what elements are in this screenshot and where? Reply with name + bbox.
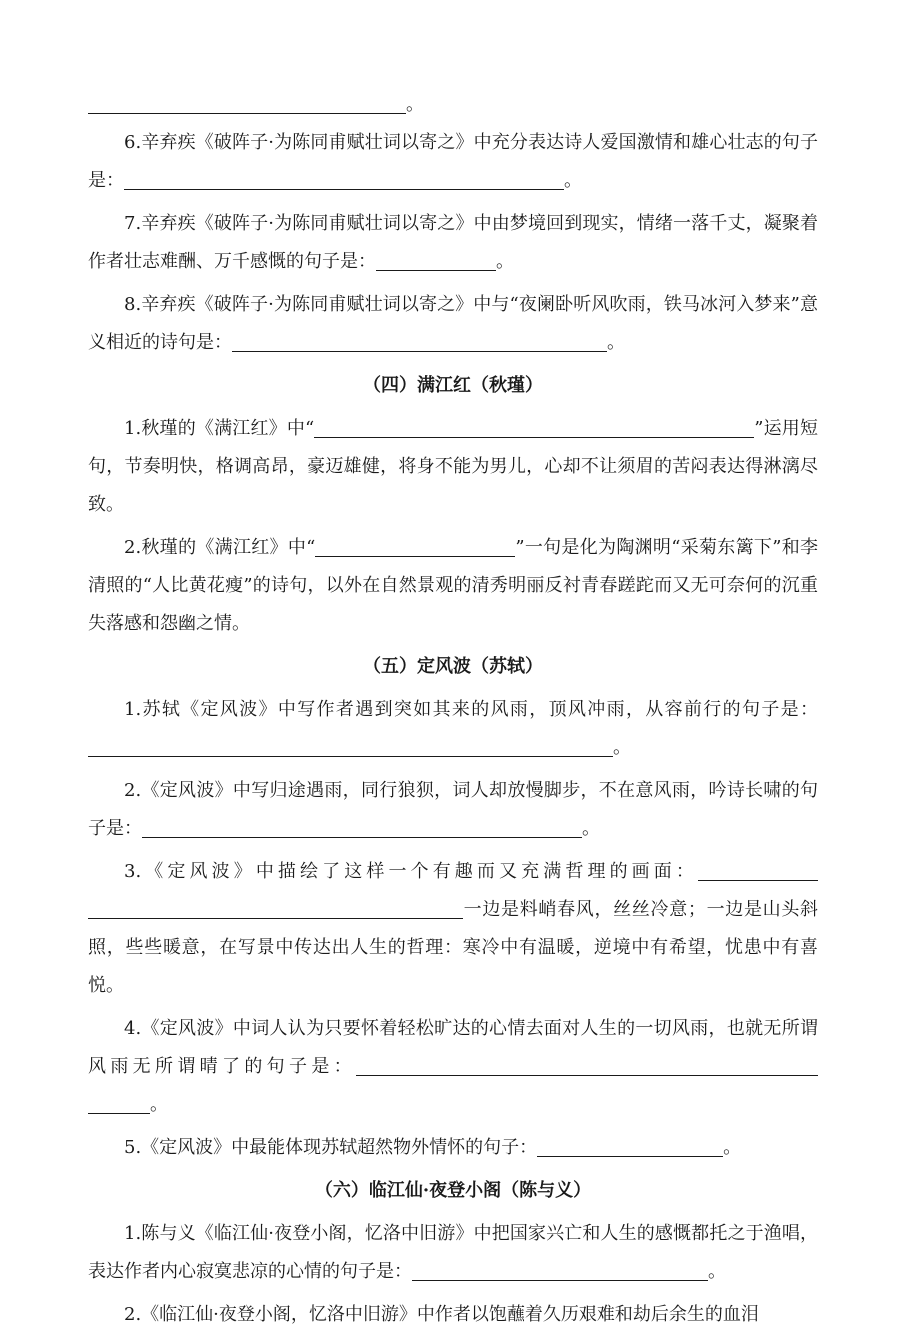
- line-end: 。: [607, 332, 625, 353]
- answer-blank[interactable]: [88, 755, 613, 757]
- question-text-before: 2.秋瑾的《满江红》中“: [124, 537, 316, 558]
- answer-blank-continued[interactable]: [88, 917, 463, 919]
- line-end: 。: [708, 1261, 726, 1282]
- answer-blank[interactable]: [314, 436, 754, 438]
- top-answer-line: [88, 86, 818, 124]
- question-s5-3: [88, 853, 818, 1005]
- question-s4-1: [88, 410, 818, 524]
- line-end: 。: [496, 251, 514, 272]
- answer-blank[interactable]: [124, 188, 564, 190]
- answer-blank[interactable]: [376, 269, 496, 271]
- question-s4-2: [88, 529, 818, 643]
- line-end: 。: [582, 818, 600, 839]
- answer-blank[interactable]: [356, 1074, 818, 1076]
- question-s3-8: [88, 286, 818, 362]
- question-text: 1.苏轼《定风波》中写作者遇到突如其来的风雨，顶风冲雨，从容前行的句子是：: [124, 699, 818, 720]
- answer-blank[interactable]: [412, 1279, 708, 1281]
- question-text-after: 一边是料峭春风，丝丝冷意；一边是山头斜照，些些暖意，在写景中传达出人生的哲理：寒冷中有温暖，逆境中有希望，忧患中有喜悦。: [88, 899, 818, 996]
- line-end: 。: [564, 170, 582, 191]
- answer-blank[interactable]: [142, 836, 582, 838]
- line-end: 。: [723, 1137, 742, 1158]
- question-s3-6: [88, 124, 818, 200]
- question-text: 4.《定风波》中词人认为只要怀着轻松旷达的心情去面对人生的一切风雨，也就无所谓风雨无所谓晴了的句子是：: [88, 1018, 818, 1077]
- question-text: 6.辛弃疾《破阵子·为陈同甫赋壮词以寄之》中充分表达诗人爱国激情和雄心壮志的句子是：: [88, 132, 818, 191]
- question-text: 2.《临江仙·夜登小阁，忆洛中旧游》中作者以饱蘸着久历艰难和劫后余生的血泪: [124, 1304, 759, 1325]
- section-6-title: （六）临江仙·夜登小阁（陈与义）: [314, 1180, 592, 1201]
- question-s5-2: [88, 772, 818, 848]
- question-text: 5.《定风波》中最能体现苏轼超然物外情怀的句子：: [124, 1137, 538, 1158]
- question-s6-2: [88, 1296, 818, 1334]
- question-text-after: ”运用短句，节奏明快，格调高昂，豪迈雄健，将身不能为男儿，心却不让须眉的苦闷表达得淋漓尽致。: [88, 418, 818, 515]
- answer-blank-continued[interactable]: [88, 1112, 150, 1114]
- question-text-before: 3.《定风波》中描绘了这样一个有趣而又充满哲理的画面：: [124, 861, 698, 882]
- question-s5-4: [88, 1010, 818, 1124]
- answer-blank[interactable]: [698, 879, 818, 881]
- question-text: 8.辛弃疾《破阵子·为陈同甫赋壮词以寄之》中与“夜阑卧听风吹雨，铁马冰河入梦来”意义相近的诗句是：: [88, 294, 818, 353]
- line-end: 。: [150, 1094, 168, 1115]
- question-text-before: 1.秋瑾的《满江红》中“: [124, 418, 315, 439]
- question-s5-5: [88, 1129, 818, 1167]
- answer-blank[interactable]: [88, 112, 406, 114]
- answer-blank[interactable]: [315, 555, 515, 557]
- answer-blank[interactable]: [537, 1155, 723, 1157]
- line-end: 。: [613, 737, 631, 758]
- section-5-title: （五）定风波（苏轼）: [363, 656, 543, 677]
- question-text: 7.辛弃疾《破阵子·为陈同甫赋壮词以寄之》中由梦境回到现实，情绪一落千丈，凝聚着作者壮志难酬、万千感慨的句子是：: [88, 213, 818, 272]
- question-text-after: ”一句是化为陶渊明“采菊东篱下”和李清照的“人比黄花瘦”的诗句，以外在自然景观的清秀明丽反衬青春蹉跎而又无可奈何的沉重失落感和怨幽之情。: [88, 537, 818, 634]
- line-end: 。: [406, 94, 424, 115]
- answer-blank[interactable]: [232, 350, 607, 352]
- worksheet-page: [88, 86, 818, 1339]
- question-s3-7: [88, 205, 818, 281]
- question-text: 2.《定风波》中写归途遇雨，同行狼狈，词人却放慢脚步，不在意风雨，吟诗长啸的句子是：: [88, 780, 818, 839]
- question-text: 1.陈与义《临江仙·夜登小阁，忆洛中旧游》中把国家兴亡和人生的感慨都托之于渔唱，表达作者内心寂寞悲凉的心情的句子是：: [88, 1223, 818, 1282]
- question-s5-1: [88, 691, 818, 767]
- section-4-title: （四）满江红（秋瑾）: [363, 375, 543, 396]
